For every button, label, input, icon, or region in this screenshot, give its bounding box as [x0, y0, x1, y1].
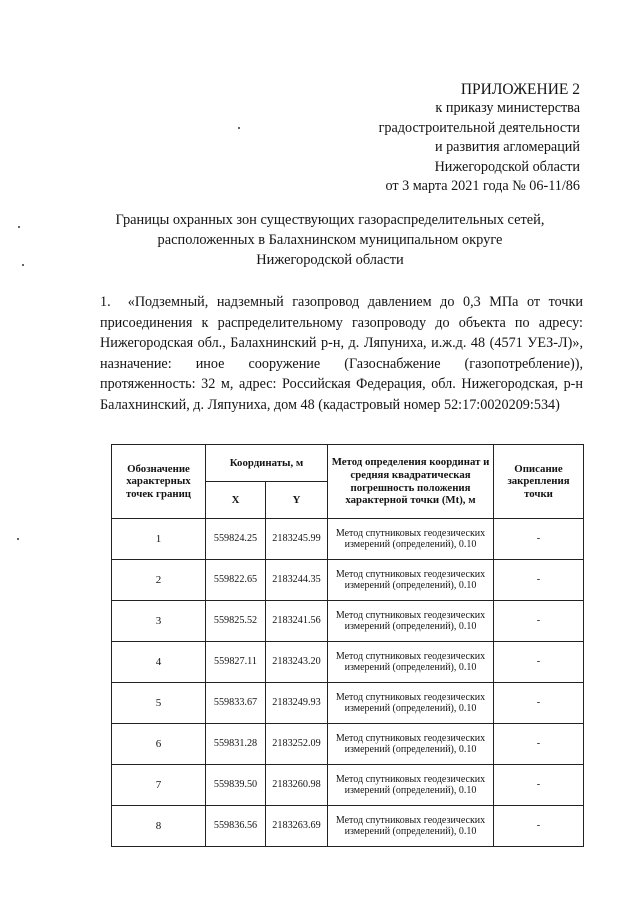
item-text: «Подземный, надземный газопровод давлением до 0,3 МПа от точки присоединения к распределительному газопроводу до объекта по адресу: Нижегородская обл., Балахнинский р-н, д. Ляпуниха, и.ж.д. 48 (4571 УЕЗ-Л)», назначение: иное сооружение (Газоснабжение (газопотребление)), протяженность: 32 м, адрес: Российская Федерация, обл. Нижегородская, р-н Балахнинский, д. Ляпуниха, дом 48 (кадастровый номер 52:17:0020209:534) — [100, 294, 583, 413]
cell-y: 2183245.99 — [266, 519, 328, 560]
header-point: Обозначение характерных точек границ — [112, 445, 206, 519]
scan-speck — [18, 226, 20, 228]
document-heading — [80, 210, 580, 270]
cell-description: - — [494, 560, 584, 601]
cell-y: 2183252.09 — [266, 724, 328, 765]
appendix-line: к приказу министерства — [435, 100, 580, 117]
heading-line: Нижегородской области — [256, 252, 404, 268]
cell-y: 2183260.98 — [266, 765, 328, 806]
scan-speck — [22, 264, 24, 266]
cell-method: Метод спутниковых геодезических измерений (определений), 0.10 — [328, 601, 494, 642]
table-row — [112, 601, 584, 642]
cell-point: 4 — [112, 642, 206, 683]
cell-point: 3 — [112, 601, 206, 642]
cell-description: - — [494, 642, 584, 683]
header-method: Метод определения координат и средняя квадратическая погрешность положения характерной точки (Mt), м — [328, 445, 494, 519]
cell-x: 559836.56 — [206, 806, 266, 847]
cell-x: 559839.50 — [206, 765, 266, 806]
cell-y: 2183263.69 — [266, 806, 328, 847]
header-y: Y — [266, 482, 328, 519]
header-description: Описание закрепления точки — [494, 445, 584, 519]
object-description — [100, 292, 583, 416]
appendix-line: и развития агломераций — [434, 139, 580, 156]
cell-description: - — [494, 683, 584, 724]
cell-point: 5 — [112, 683, 206, 724]
cell-point: 6 — [112, 724, 206, 765]
cell-method: Метод спутниковых геодезических измерений (определений), 0.10 — [328, 683, 494, 724]
cell-description: - — [494, 765, 584, 806]
cell-y: 2183249.93 — [266, 683, 328, 724]
coordinates-table — [111, 444, 584, 847]
header-x: X — [206, 482, 266, 519]
heading-line: Границы охранных зон существующих газораспределительных сетей, — [115, 212, 545, 228]
heading-line: расположенных в Балахнинском муниципальном округе — [157, 232, 503, 248]
cell-x: 559831.28 — [206, 724, 266, 765]
cell-x: 559825.52 — [206, 601, 266, 642]
table-row — [112, 806, 584, 847]
table-row — [112, 724, 584, 765]
table-row — [112, 642, 584, 683]
cell-method: Метод спутниковых геодезических измерений (определений), 0.10 — [328, 519, 494, 560]
table-row — [112, 560, 584, 601]
cell-point: 1 — [112, 519, 206, 560]
cell-x: 559824.25 — [206, 519, 266, 560]
cell-x: 559827.11 — [206, 642, 266, 683]
scan-speck — [238, 127, 240, 129]
appendix-line: от 3 марта 2021 года № 06-11/86 — [385, 178, 580, 195]
cell-description: - — [494, 806, 584, 847]
cell-point: 7 — [112, 765, 206, 806]
cell-method: Метод спутниковых геодезических измерений (определений), 0.10 — [328, 765, 494, 806]
cell-x: 559833.67 — [206, 683, 266, 724]
cell-point: 2 — [112, 560, 206, 601]
cell-description: - — [494, 724, 584, 765]
cell-point: 8 — [112, 806, 206, 847]
table-row — [112, 765, 584, 806]
cell-description: - — [494, 519, 584, 560]
table-row — [112, 683, 584, 724]
appendix-title: ПРИЛОЖЕНИЕ 2 — [460, 81, 580, 98]
scan-speck — [17, 538, 19, 540]
cell-description: - — [494, 601, 584, 642]
cell-x: 559822.65 — [206, 560, 266, 601]
cell-y: 2183241.56 — [266, 601, 328, 642]
appendix-block — [379, 80, 580, 196]
cell-method: Метод спутниковых геодезических измерений (определений), 0.10 — [328, 642, 494, 683]
table-row — [112, 519, 584, 560]
item-number: 1. — [100, 294, 111, 310]
cell-method: Метод спутниковых геодезических измерений (определений), 0.10 — [328, 806, 494, 847]
cell-method: Метод спутниковых геодезических измерений (определений), 0.10 — [328, 560, 494, 601]
cell-y: 2183244.35 — [266, 560, 328, 601]
appendix-line: градостроительной деятельности — [378, 119, 580, 136]
appendix-line: Нижегородской области — [434, 158, 580, 175]
header-coords: Координаты, м — [206, 445, 328, 482]
cell-method: Метод спутниковых геодезических измерений (определений), 0.10 — [328, 724, 494, 765]
cell-y: 2183243.20 — [266, 642, 328, 683]
